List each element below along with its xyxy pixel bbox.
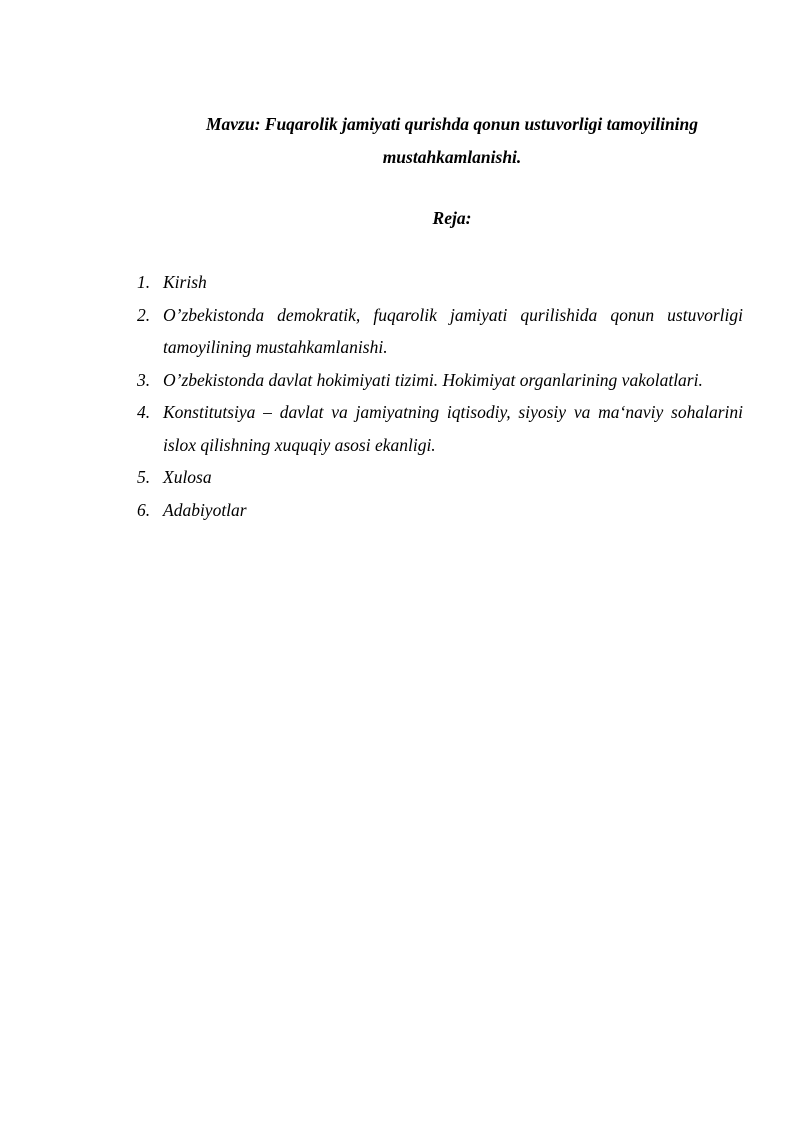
- plan-item-4: [137, 396, 743, 461]
- document-title: [140, 108, 764, 174]
- plan-item-5: [137, 461, 743, 494]
- plan-item-text: Adabiyotlar: [163, 499, 247, 520]
- plan-item-text: Xulosa: [163, 467, 212, 487]
- plan-item-number: 2.: [137, 304, 151, 325]
- plan-item-2: [137, 299, 743, 364]
- plan-item-1: [137, 266, 743, 299]
- title-line-2: mustahkamlanishi.: [382, 147, 522, 167]
- plan-item-text: Kirish: [163, 272, 207, 292]
- plan-item-number: 1.: [137, 272, 151, 292]
- plan-heading: Reja:: [432, 208, 472, 228]
- plan-item-number: 6.: [137, 499, 151, 520]
- plan-item-text: Konstitutsiya – davlat va jamiyatning iqtisodiy, siyosiy va ma‘naviy sohalarini islox qilishning xuquqiy asosi ekanligi.: [163, 402, 743, 455]
- plan-item-3: [137, 364, 743, 397]
- plan-list: [137, 266, 743, 526]
- title-line-1: Mavzu: Fuqarolik jamiyati qurishda qonun ustuvorligi tamoyilining: [205, 114, 699, 134]
- plan-item-number: 3.: [137, 369, 151, 390]
- plan-item-number: 5.: [137, 467, 151, 487]
- plan-item-text: O’zbekistonda davlat hokimiyati tizimi. Hokimiyat organlarining vakolatlari.: [163, 369, 703, 390]
- plan-item-text: O’zbekistonda demokratik, fuqarolik jamiyati qurilishida qonun ustuvorligi tamoyilining mustahkamlanishi.: [163, 304, 743, 357]
- plan-item-number: 4.: [137, 402, 151, 422]
- plan-item-6: [137, 494, 743, 527]
